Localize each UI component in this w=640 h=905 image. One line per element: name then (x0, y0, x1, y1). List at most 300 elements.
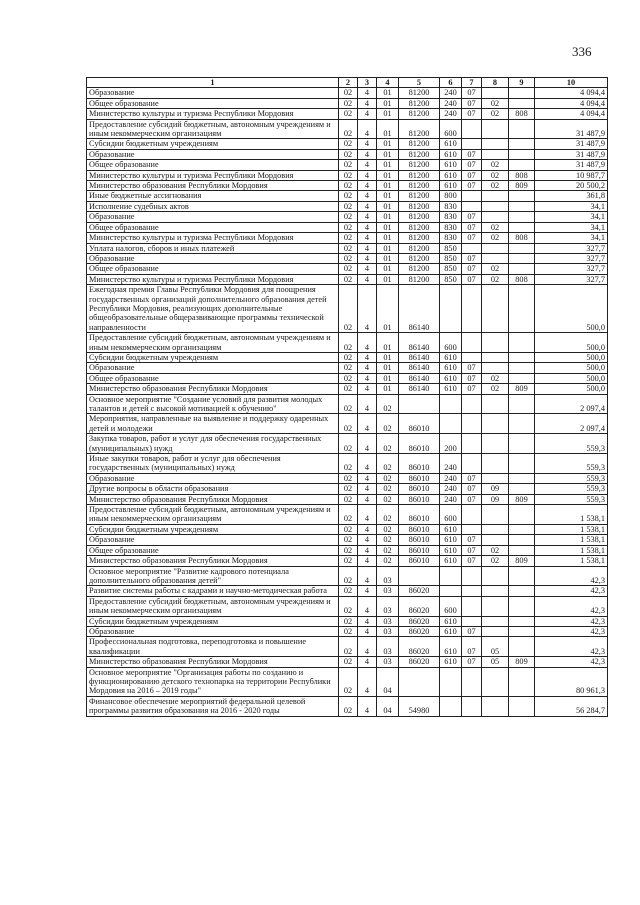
code-cell: 02 (339, 556, 358, 566)
code-cell (509, 616, 535, 626)
code-cell: 02 (482, 98, 509, 108)
code-cell: 02 (339, 243, 358, 253)
amount-cell: 327,7 (535, 274, 608, 284)
code-cell: 02 (339, 586, 358, 596)
code-cell: 830 (440, 222, 462, 232)
table-row (87, 524, 608, 534)
code-cell: 02 (339, 657, 358, 667)
table-row (87, 352, 608, 362)
amount-cell: 2 097,4 (535, 414, 608, 434)
code-cell (482, 535, 509, 545)
code-cell: 81200 (399, 160, 440, 170)
code-cell (482, 191, 509, 201)
code-cell (482, 201, 509, 211)
code-cell: 01 (377, 181, 399, 191)
row-name-cell: Образование (87, 212, 339, 222)
code-cell: 01 (377, 352, 399, 362)
amount-cell: 34,1 (535, 233, 608, 243)
code-cell: 808 (509, 233, 535, 243)
code-cell: 4 (358, 98, 377, 108)
code-cell (509, 414, 535, 434)
page-number: 336 (572, 44, 592, 59)
code-cell: 808 (509, 170, 535, 180)
table-row (87, 88, 608, 98)
code-cell: 01 (377, 363, 399, 373)
table-row (87, 484, 608, 494)
code-cell: 4 (358, 363, 377, 373)
code-cell: 02 (377, 494, 399, 504)
code-cell: 86020 (399, 637, 440, 657)
amount-cell: 31 487,9 (535, 149, 608, 159)
code-cell: 02 (339, 373, 358, 383)
code-cell (482, 566, 509, 586)
code-cell: 02 (339, 352, 358, 362)
amount-cell: 327,7 (535, 253, 608, 263)
code-cell: 03 (377, 637, 399, 657)
row-name-cell: Министерство культуры и туризма Республики Мордовия (87, 109, 339, 119)
code-cell (462, 119, 482, 139)
code-cell: 81200 (399, 109, 440, 119)
code-cell: 4 (358, 657, 377, 667)
table-row (87, 170, 608, 180)
amount-cell: 500,0 (535, 373, 608, 383)
code-cell: 850 (440, 264, 462, 274)
table-row (87, 556, 608, 566)
code-cell: 808 (509, 109, 535, 119)
code-cell (482, 139, 509, 149)
code-cell: 02 (377, 545, 399, 555)
header-cell: 5 (399, 78, 440, 88)
code-cell (509, 434, 535, 454)
code-cell: 4 (358, 454, 377, 474)
table-row (87, 473, 608, 483)
code-cell: 86020 (399, 586, 440, 596)
row-name-cell: Образование (87, 149, 339, 159)
code-cell: 07 (462, 253, 482, 263)
code-cell: 809 (509, 181, 535, 191)
code-cell: 07 (462, 160, 482, 170)
code-cell: 830 (440, 201, 462, 211)
amount-cell: 1 538,1 (535, 524, 608, 534)
code-cell: 610 (440, 139, 462, 149)
code-cell: 01 (377, 88, 399, 98)
row-name-cell: Общее образование (87, 264, 339, 274)
code-cell (482, 626, 509, 636)
code-cell: 86010 (399, 535, 440, 545)
table-row (87, 181, 608, 191)
row-name-cell: Закупка товаров, работ и услуг для обеспечения государственных (муниципальных) нужд (87, 434, 339, 454)
amount-cell: 4 094,4 (535, 88, 608, 98)
code-cell: 4 (358, 524, 377, 534)
code-cell: 02 (339, 98, 358, 108)
code-cell: 02 (482, 373, 509, 383)
table-row (87, 616, 608, 626)
code-cell: 03 (377, 626, 399, 636)
code-cell (462, 243, 482, 253)
row-name-cell: Общее образование (87, 222, 339, 232)
code-cell (509, 524, 535, 534)
code-cell: 610 (440, 556, 462, 566)
table-row (87, 535, 608, 545)
code-cell: 02 (339, 473, 358, 483)
code-cell: 01 (377, 170, 399, 180)
code-cell: 04 (377, 696, 399, 716)
table-row (87, 98, 608, 108)
code-cell: 81200 (399, 98, 440, 108)
code-cell: 86140 (399, 333, 440, 353)
amount-cell: 327,7 (535, 264, 608, 274)
row-name-cell: Образование (87, 473, 339, 483)
row-name-cell: Основное мероприятие "Создание условий для развития молодых талантов и детей с высокой мотивацией к обучению" (87, 394, 339, 414)
table-row (87, 149, 608, 159)
amount-cell: 559,3 (535, 494, 608, 504)
amount-cell: 559,3 (535, 434, 608, 454)
code-cell: 02 (339, 484, 358, 494)
code-cell: 4 (358, 545, 377, 555)
header-cell: 2 (339, 78, 358, 88)
code-cell: 01 (377, 373, 399, 383)
code-cell (462, 201, 482, 211)
code-cell: 02 (339, 191, 358, 201)
code-cell: 02 (339, 119, 358, 139)
code-cell: 610 (440, 616, 462, 626)
code-cell: 07 (462, 274, 482, 284)
row-name-cell: Иные закупки товаров, работ и услуг для обеспечения государственных (муниципальных) нужд (87, 454, 339, 474)
code-cell: 03 (377, 657, 399, 667)
code-cell: 86020 (399, 596, 440, 616)
code-cell: 610 (440, 535, 462, 545)
code-cell: 240 (440, 494, 462, 504)
code-cell: 01 (377, 333, 399, 353)
row-name-cell: Профессиональная подготовка, переподготовка и повышение квалификации (87, 637, 339, 657)
code-cell (482, 88, 509, 98)
code-cell (482, 616, 509, 626)
code-cell (462, 696, 482, 716)
row-name-cell: Министерство образования Республики Мордовия (87, 556, 339, 566)
code-cell (509, 352, 535, 362)
code-cell: 240 (440, 473, 462, 483)
table-row (87, 394, 608, 414)
code-cell: 02 (377, 473, 399, 483)
code-cell (482, 696, 509, 716)
code-cell: 610 (440, 149, 462, 159)
code-cell: 4 (358, 274, 377, 284)
code-cell: 02 (482, 545, 509, 555)
code-cell: 09 (482, 484, 509, 494)
row-name-cell: Образование (87, 88, 339, 98)
amount-cell: 2 097,4 (535, 394, 608, 414)
code-cell: 86140 (399, 352, 440, 362)
row-name-cell: Общее образование (87, 545, 339, 555)
code-cell: 01 (377, 139, 399, 149)
code-cell: 01 (377, 212, 399, 222)
code-cell (509, 696, 535, 716)
table-body (87, 78, 608, 717)
code-cell: 07 (462, 98, 482, 108)
amount-cell: 10 987,7 (535, 170, 608, 180)
code-cell: 81200 (399, 88, 440, 98)
code-cell: 81200 (399, 139, 440, 149)
code-cell (509, 88, 535, 98)
code-cell: 01 (377, 253, 399, 263)
code-cell: 07 (462, 473, 482, 483)
code-cell: 610 (440, 545, 462, 555)
code-cell: 02 (377, 454, 399, 474)
code-cell: 86020 (399, 626, 440, 636)
table-row (87, 667, 608, 696)
row-name-cell: Министерство культуры и туризма Республики Мордовия (87, 233, 339, 243)
code-cell: 4 (358, 160, 377, 170)
code-cell: 4 (358, 667, 377, 696)
code-cell (482, 414, 509, 434)
code-cell: 81200 (399, 274, 440, 284)
code-cell (509, 473, 535, 483)
code-cell: 01 (377, 191, 399, 201)
row-name-cell: Субсидии бюджетным учреждениям (87, 524, 339, 534)
code-cell: 01 (377, 160, 399, 170)
code-cell (482, 363, 509, 373)
amount-cell: 34,1 (535, 222, 608, 232)
code-cell: 02 (339, 274, 358, 284)
code-cell: 600 (440, 596, 462, 616)
code-cell: 02 (377, 556, 399, 566)
amount-cell: 42,3 (535, 657, 608, 667)
code-cell: 02 (482, 274, 509, 284)
code-cell: 02 (339, 149, 358, 159)
code-cell: 07 (462, 181, 482, 191)
code-cell: 07 (462, 535, 482, 545)
code-cell: 4 (358, 149, 377, 159)
code-cell: 4 (358, 637, 377, 657)
code-cell: 07 (462, 373, 482, 383)
code-cell: 850 (440, 274, 462, 284)
amount-cell: 559,3 (535, 473, 608, 483)
code-cell: 850 (440, 243, 462, 253)
code-cell: 4 (358, 222, 377, 232)
code-cell (462, 434, 482, 454)
code-cell (462, 566, 482, 586)
code-cell: 4 (358, 181, 377, 191)
code-cell: 07 (462, 626, 482, 636)
code-cell (462, 524, 482, 534)
code-cell (482, 119, 509, 139)
amount-cell: 56 284,7 (535, 696, 608, 716)
code-cell: 81200 (399, 253, 440, 263)
code-cell: 240 (440, 88, 462, 98)
amount-cell: 500,0 (535, 384, 608, 394)
code-cell: 4 (358, 170, 377, 180)
amount-cell: 42,3 (535, 626, 608, 636)
code-cell (509, 264, 535, 274)
code-cell: 86140 (399, 384, 440, 394)
code-cell: 02 (339, 181, 358, 191)
table-row (87, 233, 608, 243)
row-name-cell: Субсидии бюджетным учреждениям (87, 352, 339, 362)
row-name-cell: Ежегодная премия Главы Республики Мордовия для поощрения государственных организаций дополнительного образования детей Республики Мордовия, реализующих дополнительные общеобразовательные общеразвивающие программы технической направленности (87, 285, 339, 333)
code-cell: 809 (509, 384, 535, 394)
code-cell (509, 586, 535, 596)
code-cell: 07 (462, 484, 482, 494)
row-name-cell: Развитие системы работы с кадрами и научно-методическая работа (87, 586, 339, 596)
row-name-cell: Образование (87, 626, 339, 636)
code-cell (462, 586, 482, 596)
table-row (87, 264, 608, 274)
code-cell: 610 (440, 373, 462, 383)
code-cell (509, 212, 535, 222)
code-cell: 4 (358, 139, 377, 149)
header-cell: 4 (377, 78, 399, 88)
amount-cell: 34,1 (535, 212, 608, 222)
amount-cell: 4 094,4 (535, 109, 608, 119)
code-cell: 240 (440, 98, 462, 108)
amount-cell: 80 961,3 (535, 667, 608, 696)
table-row (87, 494, 608, 504)
code-cell: 81200 (399, 264, 440, 274)
code-cell: 02 (339, 212, 358, 222)
row-name-cell: Предоставление субсидий бюджетным, автономным учреждениям и иным некоммерческим организациям (87, 119, 339, 139)
code-cell: 03 (377, 566, 399, 586)
header-cell: 9 (509, 78, 535, 88)
code-cell (509, 545, 535, 555)
code-cell: 02 (339, 637, 358, 657)
code-cell: 86010 (399, 524, 440, 534)
budget-table (86, 77, 608, 717)
code-cell (440, 566, 462, 586)
code-cell: 610 (440, 363, 462, 373)
code-cell: 07 (462, 637, 482, 657)
code-cell (509, 191, 535, 201)
table-row (87, 139, 608, 149)
code-cell: 610 (440, 524, 462, 534)
header-cell: 7 (462, 78, 482, 88)
table-row (87, 119, 608, 139)
table-row (87, 505, 608, 525)
code-cell: 4 (358, 535, 377, 545)
row-name-cell: Образование (87, 253, 339, 263)
row-name-cell: Основное мероприятие "Развитие кадрового потенциала дополнительного образования детей" (87, 566, 339, 586)
code-cell: 86010 (399, 434, 440, 454)
code-cell: 02 (339, 222, 358, 232)
code-cell (509, 98, 535, 108)
code-cell (482, 333, 509, 353)
code-cell: 02 (377, 414, 399, 434)
code-cell: 81200 (399, 149, 440, 159)
code-cell: 4 (358, 616, 377, 626)
amount-cell: 31 487,9 (535, 160, 608, 170)
code-cell: 600 (440, 333, 462, 353)
code-cell (462, 414, 482, 434)
code-cell: 02 (339, 285, 358, 333)
code-cell (440, 285, 462, 333)
amount-cell: 42,3 (535, 566, 608, 586)
code-cell: 02 (377, 505, 399, 525)
row-name-cell: Субсидии бюджетным учреждениям (87, 616, 339, 626)
code-cell (399, 667, 440, 696)
code-cell (482, 434, 509, 454)
code-cell: 4 (358, 473, 377, 483)
row-name-cell: Образование (87, 535, 339, 545)
code-cell (440, 586, 462, 596)
code-cell (482, 212, 509, 222)
table-row (87, 696, 608, 716)
code-cell: 02 (482, 160, 509, 170)
code-cell: 86020 (399, 616, 440, 626)
amount-cell: 42,3 (535, 616, 608, 626)
code-cell: 02 (377, 394, 399, 414)
code-cell: 02 (339, 596, 358, 616)
code-cell: 809 (509, 556, 535, 566)
table-row (87, 414, 608, 434)
row-name-cell: Другие вопросы в области образования (87, 484, 339, 494)
code-cell: 86010 (399, 505, 440, 525)
table-row (87, 454, 608, 474)
table-row (87, 586, 608, 596)
code-cell: 01 (377, 222, 399, 232)
code-cell: 809 (509, 657, 535, 667)
code-cell (509, 333, 535, 353)
code-cell: 4 (358, 484, 377, 494)
code-cell: 610 (440, 626, 462, 636)
amount-cell: 1 538,1 (535, 545, 608, 555)
table-row (87, 253, 608, 263)
code-cell: 07 (462, 170, 482, 180)
code-cell: 81200 (399, 170, 440, 180)
code-cell (462, 454, 482, 474)
amount-cell: 1 538,1 (535, 556, 608, 566)
header-cell: 8 (482, 78, 509, 88)
code-cell (482, 596, 509, 616)
header-cell: 1 (87, 78, 339, 88)
code-cell (462, 139, 482, 149)
code-cell: 86010 (399, 484, 440, 494)
code-cell: 81200 (399, 212, 440, 222)
code-cell: 02 (339, 667, 358, 696)
code-cell: 02 (339, 363, 358, 373)
code-cell: 4 (358, 373, 377, 383)
code-cell: 86140 (399, 363, 440, 373)
amount-cell: 31 487,9 (535, 119, 608, 139)
row-name-cell: Министерство образования Республики Мордовия (87, 384, 339, 394)
row-name-cell: Общее образование (87, 160, 339, 170)
code-cell: 07 (462, 264, 482, 274)
code-cell: 02 (339, 109, 358, 119)
code-cell: 81200 (399, 222, 440, 232)
code-cell (509, 285, 535, 333)
code-cell: 600 (440, 505, 462, 525)
amount-cell: 500,0 (535, 352, 608, 362)
code-cell (440, 394, 462, 414)
table-row (87, 212, 608, 222)
code-cell: 4 (358, 384, 377, 394)
code-cell: 07 (462, 545, 482, 555)
code-cell: 240 (440, 484, 462, 494)
code-cell (462, 352, 482, 362)
code-cell: 4 (358, 109, 377, 119)
code-cell (440, 414, 462, 434)
code-cell (462, 616, 482, 626)
header-cell: 10 (535, 78, 608, 88)
code-cell: 03 (377, 616, 399, 626)
row-name-cell: Министерство образования Республики Мордовия (87, 181, 339, 191)
code-cell: 610 (440, 384, 462, 394)
code-cell: 02 (377, 484, 399, 494)
code-cell: 02 (339, 88, 358, 98)
code-cell (509, 637, 535, 657)
code-cell (509, 394, 535, 414)
code-cell: 02 (339, 434, 358, 454)
code-cell (482, 586, 509, 596)
amount-cell: 42,3 (535, 596, 608, 616)
